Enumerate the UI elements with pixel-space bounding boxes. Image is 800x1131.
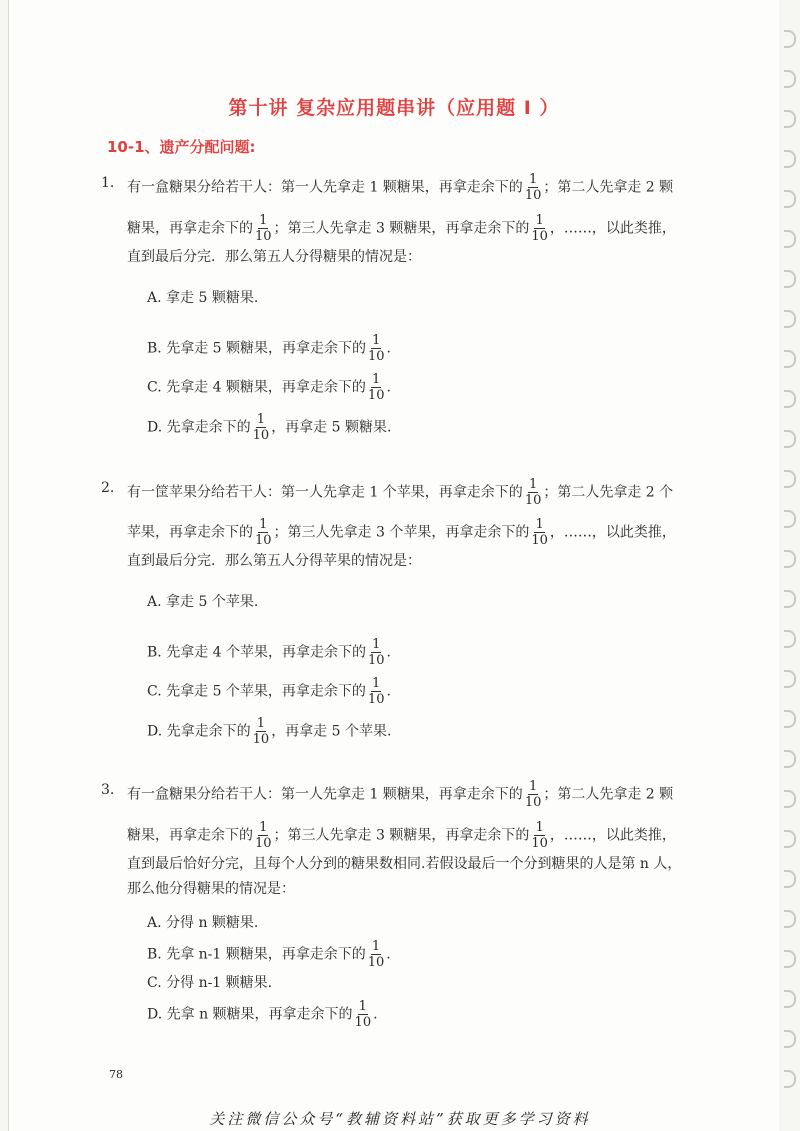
q2-text: ，……，以此类推， [549,524,676,541]
fraction [525,780,542,809]
numerator: 1 [372,333,381,348]
denominator: 10 [255,836,272,851]
q3-line1-text [127,780,673,809]
period: . [373,1006,378,1023]
option-text: B. 先拿走 5 颗糖果，再拿走余下的 [147,340,366,357]
period: . [386,379,391,396]
q3-option-a: A. 分得 n 颗糖果. [147,915,259,931]
fraction [368,373,385,402]
denominator: 10 [524,188,542,203]
fraction [531,821,548,850]
denominator: 10 [367,955,385,970]
denominator: 10 [354,1015,372,1030]
fraction [525,173,542,202]
period: . [386,644,391,661]
fraction [525,478,542,507]
q2-text: 有一筐苹果分给若干人：第一人先拿走 1 个苹果，再拿走余下的 [127,484,523,501]
q1-text: 糖果，再拿走余下的 [127,220,253,237]
q2-text: ；第二人先拿走 2 个 [543,484,674,501]
fraction [355,1000,372,1029]
period: . [386,946,391,963]
q3-text: ，……，以此类推， [549,827,676,844]
q3-text: ；第三人先拿走 3 颗糖果，再拿走余下的 [273,827,530,844]
numerator: 1 [535,213,544,228]
q2-line1-text [127,478,673,507]
section-heading: 10-1、遗产分配问题: [107,138,256,156]
option-text: ，再拿走 5 颗糖果. [271,419,392,436]
footer-watermark-text: 关注微信公众号“教辅资料站”获取更多学习资料 [209,1110,591,1128]
denominator: 10 [524,493,542,508]
q3-line4: 那么他分得糖果的情况是： [127,881,295,897]
denominator: 10 [531,533,548,548]
denominator: 10 [368,653,385,668]
q2-option-c [147,677,391,706]
denominator: 10 [367,692,385,707]
numerator: 1 [535,820,544,835]
q1-text: ，……，以此类推， [549,220,676,237]
fraction [531,518,548,547]
fraction [368,638,385,667]
numerator: 1 [535,517,544,532]
page-number: 78 [109,1068,123,1081]
numerator: 1 [372,676,381,691]
page-title: 第十讲 复杂应用题串讲（应用题 I ） [228,97,560,119]
q1-line2 [127,214,676,243]
q1-number: 1. [101,175,115,191]
period: . [386,683,391,700]
numerator: 1 [528,477,538,492]
fraction [368,940,385,969]
option-text: C. 先拿走 4 颗糖果，再拿走余下的 [147,379,366,396]
denominator: 10 [255,533,272,548]
q3-text: 糖果，再拿走余下的 [127,827,253,844]
numerator: 1 [259,517,268,532]
q1-option-d [147,413,391,442]
fraction [368,334,385,363]
binder-rings [778,0,800,1131]
denominator: 10 [252,428,270,443]
q3-line2 [127,821,676,850]
q2-text: 苹果，再拿走余下的 [127,524,253,541]
q1-text: ；第二人先拿走 2 颗 [543,179,674,196]
numerator: 1 [256,412,266,427]
q2-text: ；第三人先拿走 3 个苹果，再拿走余下的 [273,524,530,541]
denominator: 10 [531,836,548,851]
fraction [531,214,548,243]
numerator: 1 [259,213,268,228]
denominator: 10 [255,229,272,244]
q2-option-b [147,638,391,667]
numerator: 1 [371,939,381,954]
period: . [386,340,391,357]
denominator: 10 [367,388,385,403]
numerator: 1 [259,820,268,835]
q3-text: ；第二人先拿走 2 颗 [543,786,674,803]
q1-option-a: A. 拿走 5 颗糖果. [147,290,259,306]
page-sheet [8,0,779,1131]
q3-option-b [147,940,391,969]
denominator: 10 [524,795,542,810]
q1-text: 有一盒糖果分给若干人：第一人先拿走 1 颗糖果，再拿走余下的 [127,179,523,196]
q1-option-c [147,373,391,402]
fraction [255,518,272,547]
denominator: 10 [368,349,385,364]
fraction [255,821,272,850]
numerator: 1 [256,716,266,731]
q3-line3: 直到最后恰好分完，且每个人分到的糖果数相同.若假设最后一个分到糖果的人是第 n 人， [127,856,682,872]
denominator: 10 [252,732,270,747]
fraction [253,717,270,746]
fraction [253,413,270,442]
q3-text: 有一盒糖果分给若干人：第一人先拿走 1 颗糖果，再拿走余下的 [127,786,523,803]
q1-line3: 直到最后分完．那么第五人分得糖果的情况是： [127,249,421,265]
fraction [255,214,272,243]
numerator: 1 [372,637,381,652]
q1-text: ；第三人先拿走 3 颗糖果，再拿走余下的 [273,220,530,237]
q2-number: 2. [101,480,115,496]
option-text: B. 先拿走 4 个苹果，再拿走余下的 [147,644,366,661]
q2-option-a: A. 拿走 5 个苹果. [147,594,259,610]
fraction [368,677,385,706]
q2-option-d [147,717,391,746]
option-text: D. 先拿走余下的 [147,419,251,436]
q2-line2 [127,518,676,547]
numerator: 1 [528,779,538,794]
option-text: ，再拿走 5 个苹果. [271,723,392,740]
option-text: D. 先拿 n 颗糖果，再拿走余下的 [147,1006,353,1023]
numerator: 1 [372,372,381,387]
option-text: B. 先拿 n-1 颗糖果，再拿走余下的 [147,946,366,963]
q1-option-b [147,334,391,363]
q3-option-c: C. 分得 n-1 颗糖果. [147,975,273,991]
numerator: 1 [358,999,367,1014]
q2-line3: 直到最后分完．那么第五人分得苹果的情况是： [127,553,421,569]
q1-line1-text [127,173,673,202]
option-text: C. 先拿走 5 个苹果，再拿走余下的 [147,683,366,700]
q3-option-d [147,1000,378,1029]
option-text: D. 先拿走余下的 [147,723,251,740]
q3-number: 3. [101,782,115,798]
numerator: 1 [528,172,538,187]
denominator: 10 [531,229,548,244]
